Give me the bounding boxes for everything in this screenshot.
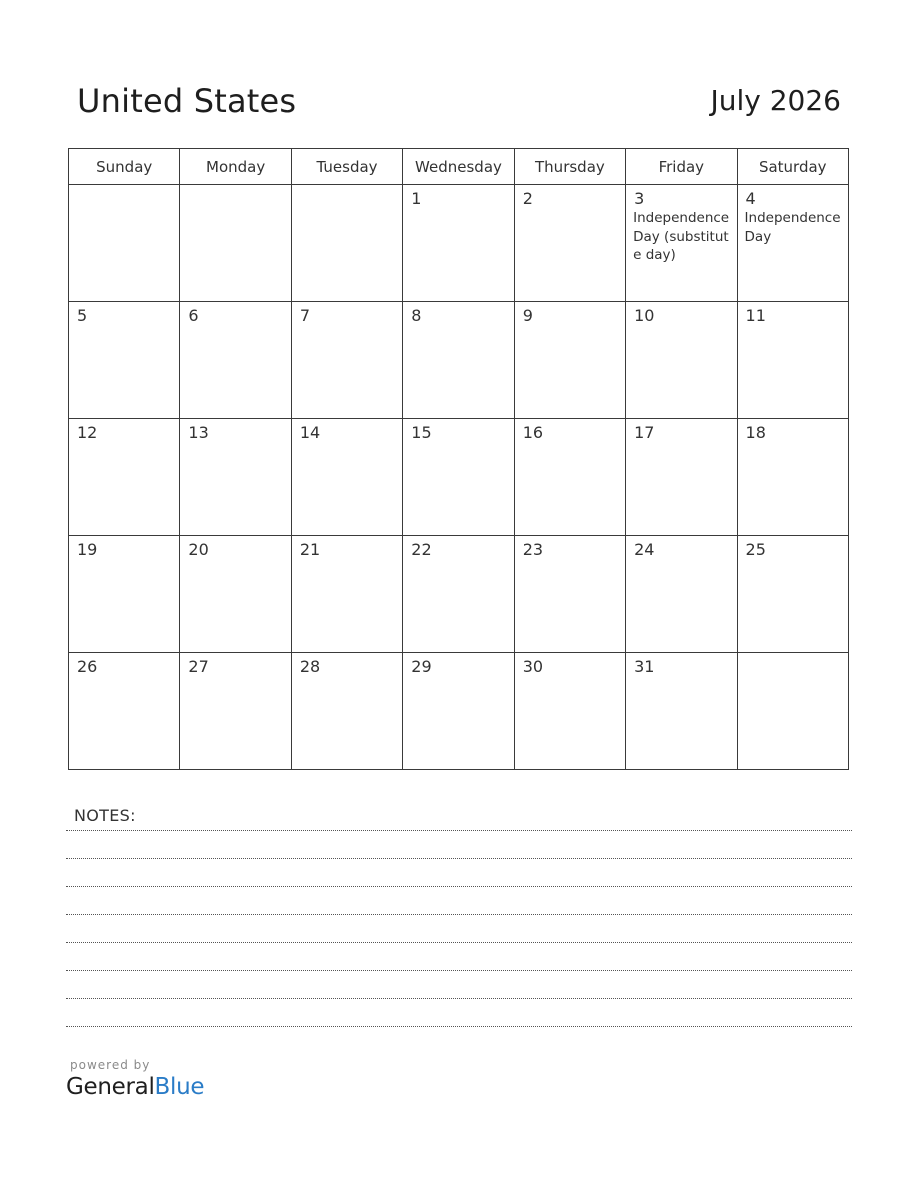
day-number: 10 (634, 306, 655, 325)
weekday-monday: Monday (180, 149, 291, 185)
day-number: 12 (77, 423, 98, 442)
note-line (66, 886, 852, 887)
note-line (66, 830, 852, 831)
day-cell (403, 185, 514, 302)
weekday-tuesday: Tuesday (291, 149, 402, 185)
day-number: 14 (299, 423, 321, 442)
day-cell (737, 653, 848, 770)
day-cell (626, 185, 737, 302)
day-number: 1 (411, 189, 422, 208)
note-line (66, 914, 852, 915)
day-number: 21 (299, 540, 321, 559)
week-row-2 (69, 302, 849, 419)
week-row-5 (69, 653, 849, 770)
day-cell (291, 185, 402, 302)
day-cell (514, 653, 625, 770)
day-number: 28 (299, 657, 321, 676)
day-number (738, 653, 848, 657)
day-number: 4 (745, 189, 756, 208)
day-cell (291, 536, 402, 653)
day-number: 25 (745, 540, 766, 559)
note-line (66, 998, 852, 999)
day-number: 5 (77, 306, 88, 325)
day-number: 29 (411, 657, 432, 676)
day-number: 19 (77, 540, 98, 559)
day-cell (514, 419, 625, 536)
day-number: 6 (188, 306, 199, 325)
day-number: 17 (634, 423, 655, 442)
day-cell (403, 653, 514, 770)
note-line (66, 942, 852, 943)
notes-label: NOTES: (74, 806, 136, 825)
day-number: 15 (411, 423, 432, 442)
day-cell (69, 653, 180, 770)
weekday-friday: Friday (626, 149, 737, 185)
day-cell (69, 185, 180, 302)
day-cell (180, 536, 291, 653)
day-cell (69, 536, 180, 653)
day-cell (514, 185, 625, 302)
day-cell (69, 419, 180, 536)
generalblue-logo (66, 1074, 204, 1100)
day-number: 20 (188, 540, 209, 559)
holiday-label: Independence Day (744, 210, 841, 245)
day-number: 24 (634, 540, 655, 559)
day-cell (626, 653, 737, 770)
day-cell (514, 536, 625, 653)
day-cell (626, 419, 737, 536)
day-number (69, 185, 179, 189)
month-title: July 2026 (710, 84, 841, 117)
day-number: 31 (634, 657, 655, 676)
day-number: 30 (522, 657, 544, 676)
day-cell (626, 302, 737, 419)
powered-by-text: powered by (70, 1058, 151, 1072)
week-row-4 (69, 536, 849, 653)
day-cell (291, 302, 402, 419)
note-line (66, 858, 852, 859)
note-line (66, 1026, 852, 1027)
day-cell (291, 653, 402, 770)
day-number (292, 185, 402, 189)
day-cell (737, 536, 848, 653)
day-cell (180, 185, 291, 302)
calendar-grid (68, 148, 849, 770)
day-cell (69, 302, 180, 419)
day-number: 2 (522, 189, 533, 208)
weekday-sunday: Sunday (69, 149, 180, 185)
day-number: 9 (522, 306, 533, 325)
day-cell (291, 419, 402, 536)
day-number: 27 (188, 657, 209, 676)
day-cell (180, 419, 291, 536)
day-cell (403, 536, 514, 653)
weekday-thursday: Thursday (514, 149, 625, 185)
day-cell (180, 302, 291, 419)
day-number: 26 (77, 657, 98, 676)
day-number: 13 (188, 423, 209, 442)
logo-text-general: General (66, 1074, 155, 1100)
day-number: 23 (522, 540, 544, 559)
country-title: United States (77, 82, 297, 120)
day-number (180, 185, 290, 189)
holiday-label: Independence Day (substitute day) (633, 210, 730, 263)
logo-text-blue: Blue (154, 1074, 205, 1100)
day-cell (403, 419, 514, 536)
day-number: 22 (411, 540, 432, 559)
day-number: 18 (745, 423, 766, 442)
day-cell (626, 536, 737, 653)
note-line (66, 970, 852, 971)
day-cell (737, 419, 848, 536)
day-number: 8 (411, 306, 422, 325)
day-number: 16 (522, 423, 544, 442)
day-number: 3 (634, 189, 645, 208)
weekday-wednesday: Wednesday (403, 149, 514, 185)
week-row-1 (69, 185, 849, 302)
day-number: 7 (299, 306, 311, 325)
day-cell (514, 302, 625, 419)
day-number: 11 (745, 306, 766, 325)
day-cell (403, 302, 514, 419)
weekday-saturday: Saturday (737, 149, 848, 185)
day-cell (737, 185, 848, 302)
day-cell (180, 653, 291, 770)
day-cell (737, 302, 848, 419)
weekday-header-row (69, 149, 849, 185)
week-row-3 (69, 419, 849, 536)
